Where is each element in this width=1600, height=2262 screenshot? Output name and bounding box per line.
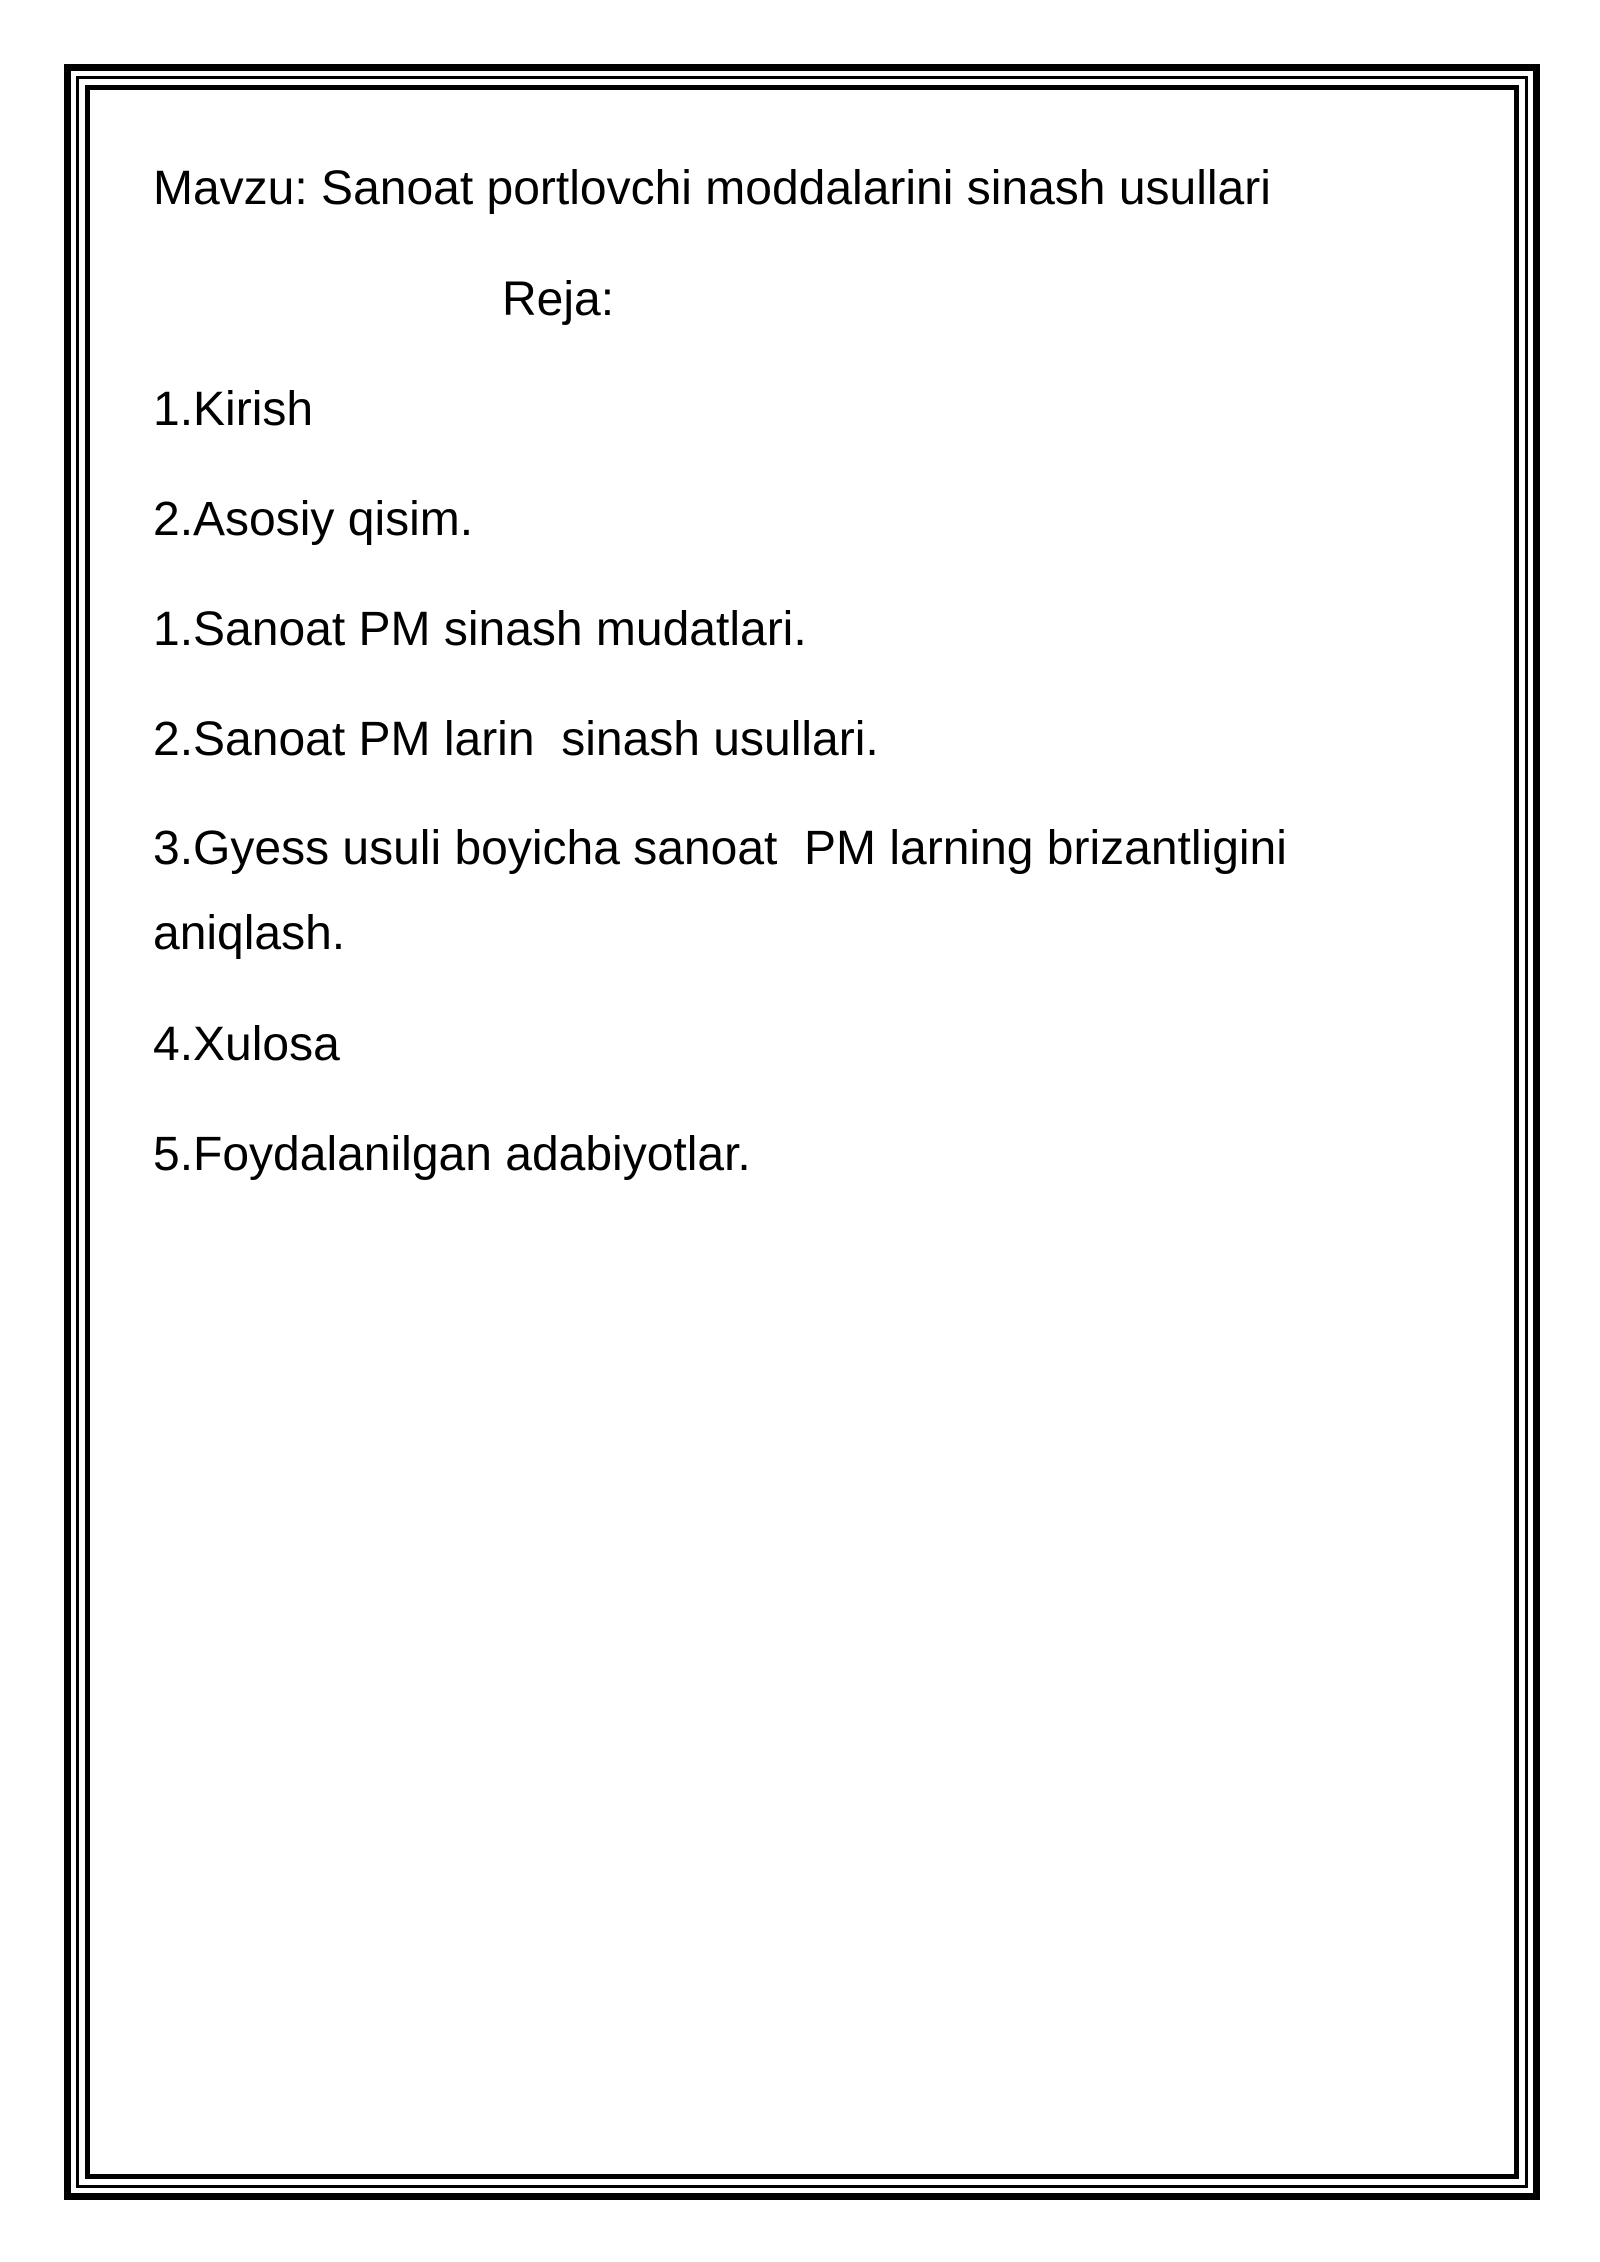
plan-heading: Reja: [502, 273, 615, 326]
document-title: Mavzu: Sanoat portlovchi moddalarini sinash usullari [153, 162, 1271, 215]
plan-item-introduction: 1.Kirish [153, 383, 314, 436]
plan-item-main-part: 2.Asosiy qisim. [153, 493, 474, 546]
plan-item-conclusion: 4.Xulosa [153, 1018, 340, 1071]
plan-subitem-brisance-line2: aniqlash. [153, 907, 346, 960]
plan-subitem-brisance-line1: 3.Gyess usuli boyicha sanoat PM larning brizantligini [153, 822, 1287, 875]
plan-subitem-test-periods: 1.Sanoat PM sinash mudatlari. [153, 603, 807, 656]
plan-subitem-test-methods: 2.Sanoat PM larin sinash usullari. [153, 713, 879, 766]
plan-item-references: 5.Foydalanilgan adabiyotlar. [153, 1128, 751, 1181]
